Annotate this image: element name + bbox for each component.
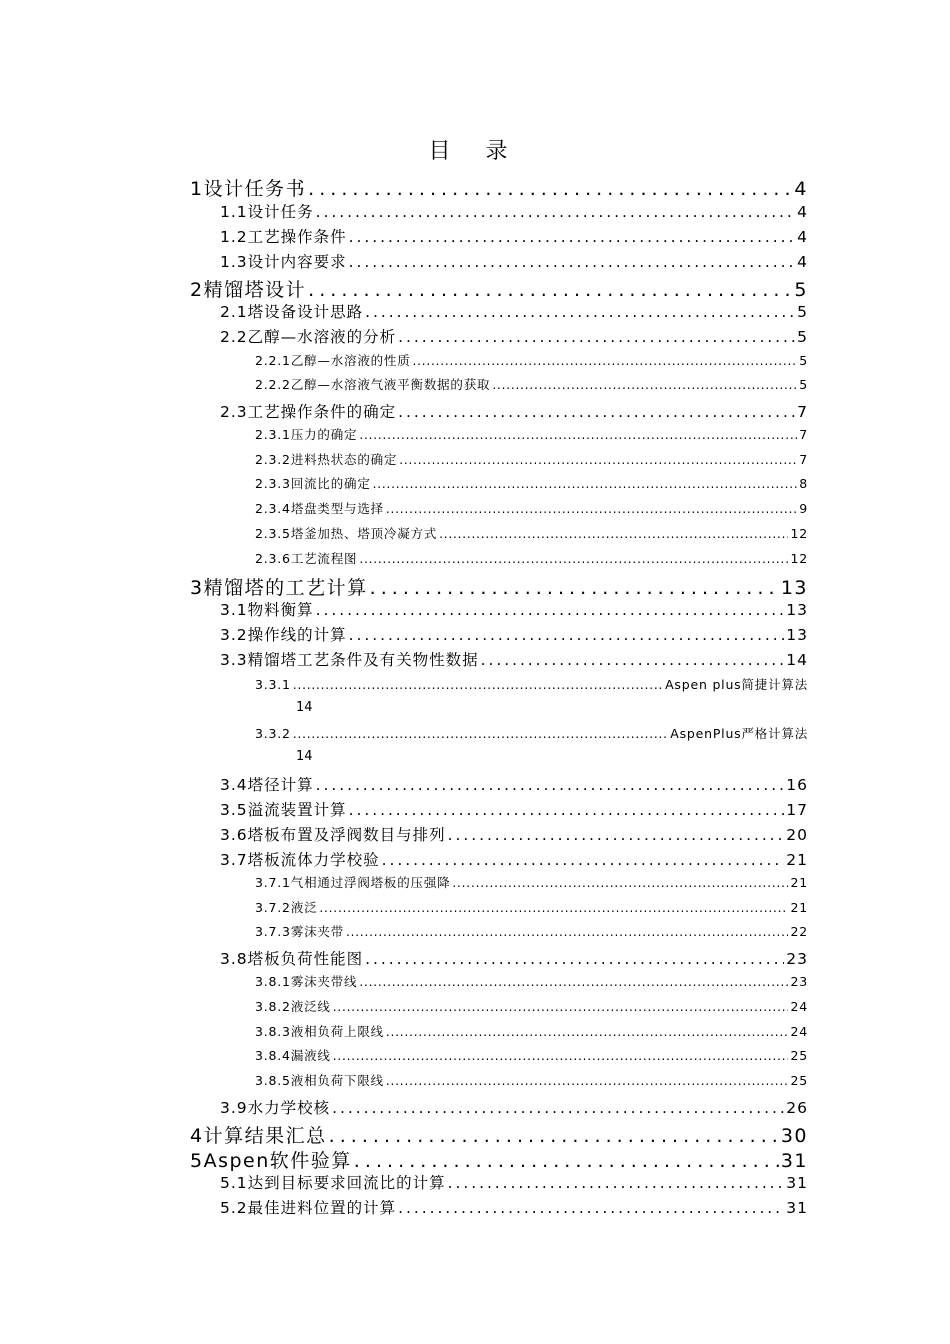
toc-entry-title: 工艺流程图 <box>290 551 358 566</box>
toc-entry[interactable] <box>255 375 808 393</box>
toc-entry-page: 5 <box>794 279 808 301</box>
toc-entry-page: 12 <box>790 526 808 541</box>
toc-entry-number: 3.3.2 <box>255 726 291 741</box>
toc-entry[interactable] <box>190 1146 808 1173</box>
toc-entry-title: 设计内容要求 <box>247 253 347 271</box>
toc-dot-leader <box>365 950 784 968</box>
toc-entry-number: 2.2.1 <box>255 353 291 368</box>
toc-entry-number: 3.3 <box>220 651 248 669</box>
toc-entry-title: 物料衡算 <box>247 601 314 619</box>
toc-entry-number: 2.3.5 <box>255 526 291 541</box>
toc-entry-page: 16 <box>786 776 808 794</box>
toc-entry[interactable] <box>255 524 808 542</box>
toc-entry-number: 3.8.4 <box>255 1048 291 1063</box>
toc-entry-title: Aspen软件验算 <box>203 1150 352 1172</box>
toc-entry-number: 4 <box>190 1125 204 1147</box>
toc-entry-page: 4 <box>797 203 808 221</box>
toc-entry-title: 塔板流体力学校验 <box>247 851 380 869</box>
toc-entry[interactable] <box>255 1022 808 1040</box>
toc-entry-page: 13 <box>786 626 808 644</box>
toc-dot-leader <box>398 328 795 346</box>
toc-entry-page: 5 <box>797 328 808 346</box>
toc-entry-page: 7 <box>799 452 808 467</box>
toc-dot-leader <box>332 1099 784 1117</box>
toc-dot-leader <box>370 577 779 599</box>
toc-entry-number: 3.6 <box>220 826 248 844</box>
toc-entry-title: 精馏塔的工艺计算 <box>203 577 368 599</box>
toc-entry-title: 工艺操作条件的确定 <box>247 403 397 421</box>
toc-entry-title: 液泛线 <box>290 999 331 1014</box>
toc-entry-page: 25 <box>790 1048 808 1063</box>
toc-dot-leader <box>452 876 788 890</box>
toc-entry-title: 进料热状态的确定 <box>290 452 398 467</box>
toc-entry-title: 回流比的确定 <box>290 476 371 491</box>
toc-dot-leader <box>373 477 798 491</box>
toc-entry-page: 17 <box>786 801 808 819</box>
toc-entry-page: 25 <box>790 1073 808 1088</box>
toc-dot-leader <box>293 678 663 692</box>
toc-dot-leader <box>481 651 785 669</box>
toc-entry[interactable] <box>220 947 808 969</box>
toc-entry-page: 5 <box>799 377 808 392</box>
toc-entry-number: 3.8.1 <box>255 974 291 989</box>
toc-dot-leader <box>359 975 788 989</box>
toc-entry-title: 气相通过浮阀塔板的压强降 <box>290 875 451 890</box>
toc-entry-number: 3.7 <box>220 851 248 869</box>
toc-entry-page: Aspen plus简捷计算法 <box>665 677 808 692</box>
toc-dot-leader <box>329 1125 779 1147</box>
toc-entry-page: 20 <box>786 826 808 844</box>
toc-entry-page: 21 <box>786 851 808 869</box>
toc-entry-page: 13 <box>780 577 808 599</box>
toc-dot-leader <box>293 727 668 741</box>
toc-entry-page: 9 <box>799 501 808 516</box>
toc-entry-title: 漏液线 <box>290 1048 331 1063</box>
toc-entry[interactable] <box>220 848 808 870</box>
toc-dot-leader <box>308 178 792 200</box>
toc-entry[interactable] <box>220 250 808 272</box>
toc-entry-title: 精馏塔设计 <box>203 279 307 301</box>
toc-entry-number: 5 <box>190 1150 204 1172</box>
toc-dot-leader <box>349 801 785 819</box>
toc-entry-title: 塔板负荷性能图 <box>247 950 364 968</box>
toc-dot-leader <box>349 253 795 271</box>
toc-dot-leader <box>439 527 788 541</box>
toc-entry-number: 2.3.4 <box>255 501 291 516</box>
toc-entry[interactable] <box>255 997 808 1015</box>
toc-entry-page: 4 <box>794 178 808 200</box>
toc-entry-page: 31 <box>786 1199 808 1217</box>
toc-entry-page: 7 <box>799 427 808 442</box>
toc-dot-leader <box>308 279 792 301</box>
toc-entry-page: 14 <box>786 651 808 669</box>
toc-entry-page: 12 <box>790 551 808 566</box>
toc-entry-title: 塔盘类型与选择 <box>290 501 384 516</box>
toc-entry-title: 雾沫夹带线 <box>290 974 358 989</box>
toc-entry-number: 5.1 <box>220 1174 248 1192</box>
toc-entry[interactable] <box>255 1071 808 1089</box>
toc-entry-title: 最佳进料位置的计算 <box>247 1199 397 1217</box>
toc-entry-title: 设计任务书 <box>203 178 307 200</box>
toc-entry-title: 压力的确定 <box>290 427 358 442</box>
toc-entry-number: 3.7.3 <box>255 924 291 939</box>
toc-entry[interactable] <box>255 972 808 990</box>
toc-entry-number: 1.3 <box>220 253 248 271</box>
toc-dot-leader <box>316 203 795 221</box>
toc-entry-page: 7 <box>797 403 808 421</box>
toc-entry[interactable] <box>255 1046 808 1064</box>
toc-dot-leader <box>349 626 785 644</box>
toc-entry[interactable] <box>190 275 808 302</box>
toc-entry-page: 13 <box>786 601 808 619</box>
toc-entry-page: 23 <box>790 974 808 989</box>
toc-entry-wrapped-page: 14 <box>296 700 313 715</box>
toc-entry[interactable] <box>220 648 808 670</box>
toc-entry-number: 5.2 <box>220 1199 248 1217</box>
toc-entry[interactable] <box>220 325 808 347</box>
toc-dot-leader <box>399 453 797 467</box>
toc-entry-title: 塔径计算 <box>247 776 314 794</box>
toc-dot-leader <box>349 228 795 246</box>
toc-entry-title: 精馏塔工艺条件及有关物性数据 <box>247 651 479 669</box>
toc-entry-number: 2 <box>190 279 204 301</box>
toc-entry-title: 乙醇—水溶液气液平衡数据的获取 <box>290 377 491 392</box>
toc-entry[interactable] <box>255 922 808 940</box>
toc-entry[interactable] <box>255 499 808 517</box>
toc-dot-leader <box>398 403 795 421</box>
toc-entry-page: 24 <box>790 999 808 1014</box>
toc-entry-number: 3.1 <box>220 601 248 619</box>
toc-entry-title: 塔板布置及浮阀数目与排列 <box>247 826 446 844</box>
toc-dot-leader <box>413 354 798 368</box>
toc-entry[interactable] <box>255 425 808 443</box>
toc-dot-leader <box>448 1174 785 1192</box>
toc-entry[interactable] <box>190 174 808 201</box>
toc-dot-leader <box>448 826 785 844</box>
toc-entry-title: 设计任务 <box>247 203 314 221</box>
toc-entry-page: 4 <box>797 228 808 246</box>
toc-entry-page: 24 <box>790 1024 808 1039</box>
toc-dot-leader <box>346 925 788 939</box>
toc-entry-wrapped-page: 14 <box>296 749 313 764</box>
toc-entry-number: 3.8.3 <box>255 1024 291 1039</box>
toc-entry-page: 8 <box>799 476 808 491</box>
toc-entry[interactable] <box>190 1121 808 1148</box>
toc-entry[interactable] <box>255 873 808 891</box>
toc-entry-number: 2.3.6 <box>255 551 291 566</box>
toc-entry-number: 3.8.5 <box>255 1073 291 1088</box>
toc-dot-leader <box>333 1000 789 1014</box>
toc-dot-leader <box>316 776 785 794</box>
toc-entry-title: 乙醇—水溶液的性质 <box>290 353 411 368</box>
toc-entry-number: 3.8 <box>220 950 248 968</box>
toc-dot-leader <box>359 428 797 442</box>
toc-dot-leader <box>365 303 795 321</box>
toc-entry[interactable] <box>255 898 808 916</box>
toc-entry-title: 乙醇—水溶液的分析 <box>247 328 397 346</box>
toc-entry[interactable] <box>220 823 808 845</box>
toc-entry-title: 达到目标要求回流比的计算 <box>247 1174 446 1192</box>
toc-entry-number: 3.7.1 <box>255 875 291 890</box>
toc-entry-title: 液泛 <box>290 900 318 915</box>
toc-entry-page: 31 <box>780 1150 808 1172</box>
toc-dot-leader <box>354 1150 779 1172</box>
toc-dot-leader <box>386 1074 789 1088</box>
page-title: 目 录 <box>428 139 522 164</box>
toc-dot-leader <box>319 901 788 915</box>
toc-entry-number: 2.2.2 <box>255 377 291 392</box>
toc-entry-number: 3.8.2 <box>255 999 291 1014</box>
toc-entry-title: 溢流装置计算 <box>247 801 347 819</box>
toc-entry-page: 5 <box>799 353 808 368</box>
toc-entry-number: 2.1 <box>220 303 248 321</box>
toc-entry-number: 2.3.2 <box>255 452 291 467</box>
toc-dot-leader <box>492 378 797 392</box>
toc-entry[interactable] <box>255 450 808 468</box>
toc-entry-title: 雾沫夹带 <box>290 924 345 939</box>
toc-entry-number: 2.3 <box>220 403 248 421</box>
toc-entry-page: 4 <box>797 253 808 271</box>
toc-entry[interactable] <box>255 549 808 567</box>
toc-entry-title: 计算结果汇总 <box>203 1125 327 1147</box>
toc-entry-number: 3.7.2 <box>255 900 291 915</box>
toc-entry-page: AspenPlus严格计算法 <box>670 726 808 741</box>
toc-entry-number: 3.3.1 <box>255 677 291 692</box>
toc-entry-page: 21 <box>790 900 808 915</box>
toc-entry-page: 21 <box>790 875 808 890</box>
toc-entry-number: 1.1 <box>220 203 248 221</box>
toc-entry[interactable] <box>220 300 808 322</box>
toc-dot-leader <box>398 1199 784 1217</box>
toc-entry-number: 1 <box>190 178 204 200</box>
toc-entry-title: 塔釜加热、塔顶冷凝方式 <box>290 526 438 541</box>
toc-entry-number: 2.3.1 <box>255 427 291 442</box>
toc-dot-leader <box>386 1025 789 1039</box>
toc-entry[interactable] <box>190 573 808 600</box>
toc-entry[interactable] <box>220 200 808 222</box>
toc-entry-title: 液相负荷上限线 <box>290 1024 384 1039</box>
toc-entry-number: 3.5 <box>220 801 248 819</box>
toc-dot-leader <box>382 851 785 869</box>
toc-entry-number: 1.2 <box>220 228 248 246</box>
toc-entry[interactable] <box>255 474 808 492</box>
toc-entry[interactable] <box>220 623 808 645</box>
toc-entry-title: 水力学校核 <box>247 1099 331 1117</box>
toc-entry[interactable] <box>220 1196 808 1218</box>
toc-entry-page: 26 <box>786 1099 808 1117</box>
toc-entry-number: 3.2 <box>220 626 248 644</box>
toc-entry-number: 2.2 <box>220 328 248 346</box>
toc-entry-page: 31 <box>786 1174 808 1192</box>
toc-entry-title: 工艺操作条件 <box>247 228 347 246</box>
toc-entry[interactable] <box>255 724 808 742</box>
toc-entry-title: 操作线的计算 <box>247 626 347 644</box>
toc-entry[interactable] <box>220 225 808 247</box>
toc-entry[interactable] <box>255 675 808 693</box>
toc-entry[interactable] <box>220 798 808 820</box>
toc-entry-page: 5 <box>797 303 808 321</box>
toc-entry[interactable] <box>255 351 808 369</box>
toc-entry-page: 23 <box>786 950 808 968</box>
toc-entry-title: 塔设备设计思路 <box>247 303 364 321</box>
toc-entry[interactable] <box>220 598 808 620</box>
toc-entry[interactable] <box>220 1096 808 1118</box>
toc-entry-number: 3.4 <box>220 776 248 794</box>
toc-entry-page: 22 <box>790 924 808 939</box>
toc-entry-number: 3.9 <box>220 1099 248 1117</box>
toc-dot-leader <box>359 552 788 566</box>
toc-entry[interactable] <box>220 400 808 422</box>
toc-entry-number: 2.3.3 <box>255 476 291 491</box>
toc-dot-leader <box>386 502 797 516</box>
toc-entry-number: 3 <box>190 577 204 599</box>
toc-dot-leader <box>333 1049 789 1063</box>
toc-entry[interactable] <box>220 1171 808 1193</box>
toc-entry-title: 液相负荷下限线 <box>290 1073 384 1088</box>
toc-entry[interactable] <box>220 773 808 795</box>
toc-entry-page: 30 <box>780 1125 808 1147</box>
toc-dot-leader <box>316 601 785 619</box>
